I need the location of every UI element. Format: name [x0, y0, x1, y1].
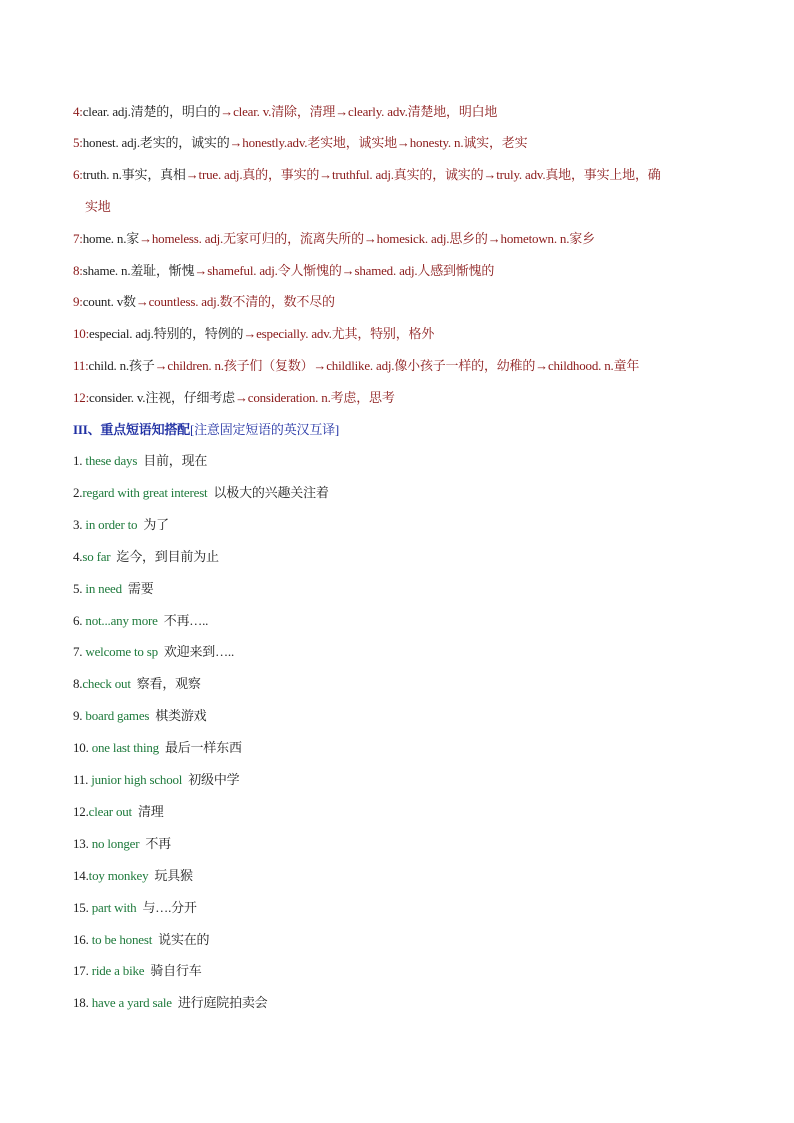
phrase-chinese: 最后一样东西	[164, 740, 242, 755]
phrase-english: welcome to sp	[85, 644, 158, 659]
phrase-item	[73, 643, 234, 661]
base-word: home. n.家	[82, 231, 140, 246]
phrase-chinese: 进行庭院拍卖会	[177, 995, 268, 1010]
derived-forms: →shameful. adj.令人惭愧的→shamed. adj.人感到惭愧的	[194, 263, 495, 278]
derived-forms: →countless. adj.数不清的，数不尽的	[135, 294, 335, 309]
phrase-item	[73, 452, 207, 470]
word-form-number: 12:	[73, 390, 90, 405]
phrase-chinese: 察看，观察	[136, 676, 201, 691]
phrase-english: these days	[85, 453, 138, 468]
phrase-item	[73, 707, 206, 725]
section-heading-title: III、重点短语知搭配	[73, 422, 190, 437]
phrase-item	[73, 739, 242, 757]
phrase-chinese: 骑自行车	[150, 963, 202, 978]
phrase-english: regard with great interest	[82, 485, 208, 500]
base-word: truth. n.事实，真相	[82, 167, 186, 182]
base-word: honest. adj.老实的，诚实的	[82, 135, 230, 150]
word-form-number: 11:	[73, 358, 89, 373]
phrase-number: 10.	[73, 740, 92, 755]
phrase-english: check out	[82, 676, 131, 691]
phrase-number: 9.	[73, 708, 86, 723]
word-form-number: 8:	[73, 263, 83, 278]
phrase-number: 7.	[73, 644, 86, 659]
phrase-chinese: 初级中学	[188, 772, 240, 787]
derived-forms: →children. n.孩子们（复数）→childlike. adj.像小孩子一样的，幼稚的→childhood. n.童年	[154, 358, 640, 373]
phrase-english: no longer	[91, 836, 140, 851]
phrase-english: one last thing	[91, 740, 159, 755]
phrase-chinese: 欢迎来到…..	[163, 644, 235, 659]
word-form-number: 6:	[73, 167, 83, 182]
word-form-item	[73, 230, 595, 248]
phrase-item	[73, 835, 171, 853]
phrase-item	[73, 675, 201, 693]
phrase-chinese: 不再	[145, 836, 171, 851]
derived-forms: →especially. adv.尤其，特别，格外	[243, 326, 435, 341]
phrase-item	[73, 612, 208, 630]
phrase-chinese: 需要	[127, 581, 154, 596]
phrase-number: 8.	[73, 676, 83, 691]
base-word: especial. adj.特别的，特例的	[89, 326, 244, 341]
phrase-chinese: 与….分开	[142, 900, 197, 915]
phrase-item	[73, 899, 197, 917]
section-heading-note: [注意固定短语的英汉互译]	[189, 422, 340, 437]
phrase-item	[73, 548, 219, 566]
base-word: shame. n.羞耻，惭愧	[82, 263, 195, 278]
phrase-chinese: 不再…..	[163, 613, 209, 628]
phrase-chinese: 目前，现在	[143, 453, 208, 468]
word-form-item	[73, 166, 661, 184]
phrase-chinese: 为了	[143, 517, 169, 532]
base-word: consider. v.注视，仔细考虑	[89, 390, 235, 405]
phrase-chinese: 以极大的兴趣关注着	[213, 485, 329, 500]
word-form-continuation: 实地	[85, 199, 111, 214]
phrase-item	[73, 803, 164, 821]
phrase-number: 14.	[73, 868, 89, 883]
section-heading	[73, 421, 339, 439]
word-form-item	[73, 325, 434, 343]
phrase-number: 18.	[73, 995, 92, 1010]
phrase-english: in need	[85, 581, 122, 596]
phrase-english: so far	[82, 549, 111, 564]
word-form-item	[73, 134, 527, 152]
phrase-english: clear out	[88, 804, 132, 819]
phrase-english: board games	[85, 708, 150, 723]
phrase-chinese: 迄今，到目前为止	[116, 549, 219, 564]
word-form-item	[73, 262, 494, 280]
word-form-number: 9:	[73, 294, 83, 309]
phrase-item	[73, 580, 154, 598]
phrase-item	[73, 962, 202, 980]
phrase-number: 1.	[73, 453, 86, 468]
base-word: child. n.孩子	[88, 358, 155, 373]
derived-forms: →true. adj.真的，事实的→truthful. adj.真实的，诚实的→truly. adv.真地，事实上地，确	[185, 167, 661, 182]
phrase-number: 2.	[73, 485, 83, 500]
phrase-english: toy monkey	[88, 868, 149, 883]
phrase-english: have a yard sale	[91, 995, 172, 1010]
phrase-number: 4.	[73, 549, 83, 564]
word-form-item	[73, 389, 395, 407]
word-form-item	[73, 293, 335, 311]
phrase-number: 6.	[73, 613, 86, 628]
phrase-number: 3.	[73, 517, 86, 532]
phrase-number: 12.	[73, 804, 89, 819]
phrase-number: 17.	[73, 963, 92, 978]
phrase-chinese: 清理	[137, 804, 164, 819]
phrase-item	[73, 516, 169, 534]
phrase-chinese: 玩具猴	[154, 868, 193, 883]
phrase-english: part with	[91, 900, 137, 915]
phrase-number: 5.	[73, 581, 86, 596]
phrase-english: in order to	[85, 517, 138, 532]
word-form-item	[73, 103, 497, 121]
phrase-number: 13.	[73, 836, 92, 851]
phrase-english: ride a bike	[91, 963, 145, 978]
base-word: count. v数	[82, 294, 136, 309]
phrase-item	[73, 484, 329, 502]
phrase-number: 15.	[73, 900, 92, 915]
derived-forms: →homeless. adj.无家可归的，流离失所的→homesick. adj.思乡的→hometown. n.家乡	[139, 231, 595, 246]
phrase-english: junior high school	[91, 772, 183, 787]
phrase-chinese: 棋类游戏	[155, 708, 207, 723]
phrase-item	[73, 931, 209, 949]
phrase-item	[73, 994, 267, 1012]
word-form-number: 10:	[73, 326, 90, 341]
word-form-item	[73, 357, 639, 375]
phrase-item	[73, 771, 239, 789]
phrase-number: 16.	[73, 932, 92, 947]
word-form-number: 7:	[73, 231, 83, 246]
derived-forms: →honestly.adv.老实地，诚实地→honesty. n.诚实，老实	[229, 135, 528, 150]
derived-forms: →consideration. n.考虑，思考	[234, 390, 395, 405]
phrase-number: 11.	[73, 772, 92, 787]
phrase-item	[73, 867, 193, 885]
phrase-chinese: 说实在的	[158, 932, 210, 947]
word-form-number: 5:	[73, 135, 83, 150]
base-word: clear. adj.清楚的，明白的	[82, 104, 221, 119]
word-form-number: 4:	[73, 104, 83, 119]
phrase-english: not...any more	[85, 613, 158, 628]
derived-forms: →clear. v.清除，清理→clearly. adv.清楚地，明白地	[220, 104, 498, 119]
phrase-english: to be honest	[91, 932, 153, 947]
